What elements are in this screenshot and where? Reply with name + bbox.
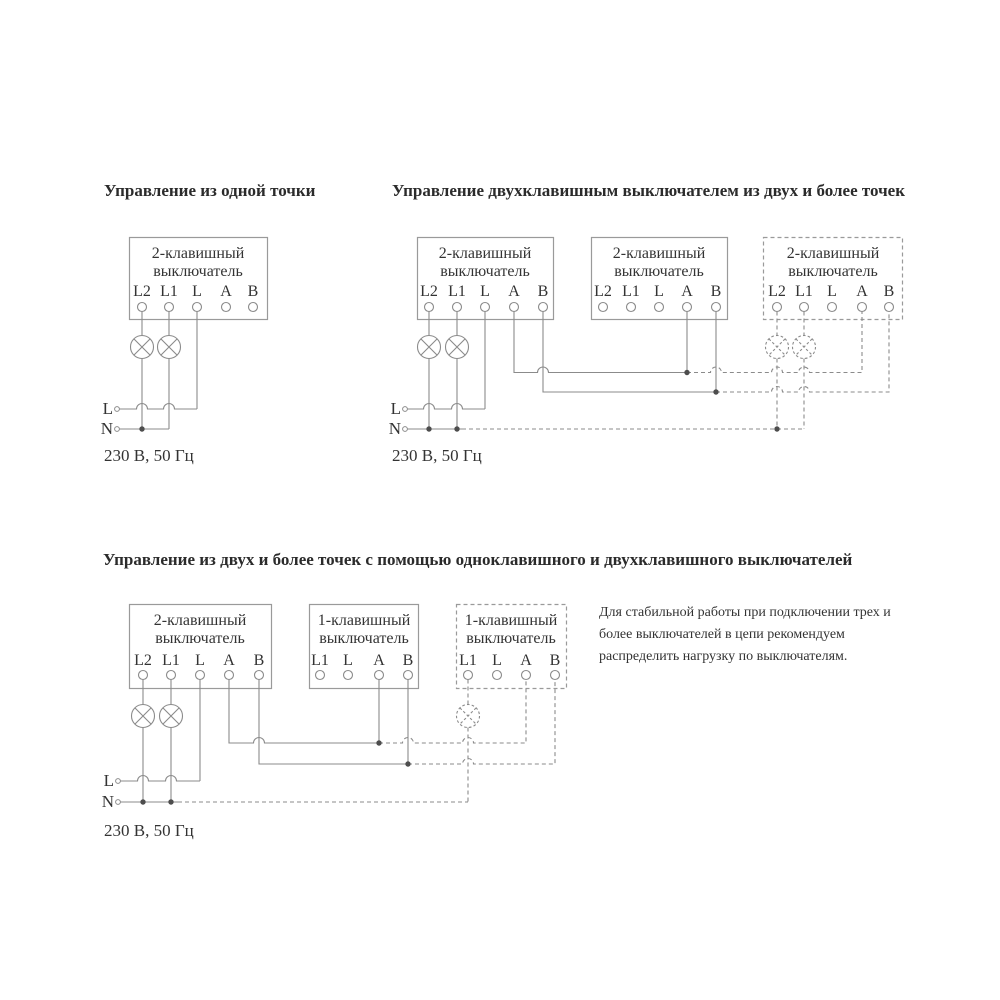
terminal-label: L1 bbox=[622, 283, 640, 300]
terminal-label: A bbox=[373, 652, 385, 669]
switch-label: 2-клавишный bbox=[612, 245, 706, 262]
switch-box bbox=[418, 238, 554, 320]
terminal-label: L1 bbox=[160, 283, 178, 300]
switch-box-dashed bbox=[457, 605, 567, 689]
terminal-circle bbox=[138, 303, 147, 312]
switch-label: 2-клавишный bbox=[438, 245, 532, 262]
bus-a bbox=[514, 312, 687, 373]
diagram-single-point bbox=[101, 181, 316, 465]
lamp-icon bbox=[160, 705, 183, 728]
junction-dot bbox=[376, 740, 381, 745]
terminal-circle bbox=[255, 671, 264, 680]
terminal-circle bbox=[193, 303, 202, 312]
junction-dot bbox=[713, 389, 718, 394]
terminal-circle bbox=[481, 303, 490, 312]
switch-box bbox=[592, 238, 728, 320]
wire bbox=[379, 680, 408, 765]
voltage-label: 230 В, 50 Гц bbox=[104, 446, 194, 465]
lamp-icon bbox=[132, 705, 155, 728]
wire bbox=[429, 312, 485, 430]
terminal-label: A bbox=[220, 283, 232, 300]
neutral-label: N bbox=[388, 419, 401, 438]
diagram1-title: Управление из одной точки bbox=[104, 181, 316, 200]
terminal-label: B bbox=[247, 283, 259, 300]
switch-box bbox=[130, 238, 268, 320]
phase-source-terminal bbox=[116, 779, 121, 784]
terminal-circle bbox=[800, 303, 809, 312]
terminal-circle bbox=[551, 671, 560, 680]
junction-dot bbox=[405, 761, 410, 766]
terminal-label: L bbox=[192, 283, 202, 300]
wire bbox=[142, 312, 197, 430]
lamp-icon bbox=[418, 336, 441, 359]
terminal-label: L bbox=[195, 652, 205, 669]
junction-dot bbox=[139, 426, 144, 431]
phase-line bbox=[408, 404, 486, 409]
lamp-icon-dashed bbox=[457, 705, 480, 728]
terminal-circle bbox=[655, 303, 664, 312]
terminal-label: L2 bbox=[768, 283, 786, 300]
switch-box-dashed bbox=[764, 238, 903, 320]
bus-b-dashed bbox=[408, 680, 555, 765]
terminal-circle bbox=[627, 303, 636, 312]
terminal-label: B bbox=[537, 283, 549, 300]
terminal-label: A bbox=[520, 652, 532, 669]
terminal-circle bbox=[539, 303, 548, 312]
switch-label: 2-клавишный bbox=[786, 245, 880, 262]
neutral-source-terminal bbox=[115, 427, 120, 432]
junction-dot bbox=[774, 426, 779, 431]
switch-label: выключатель bbox=[788, 263, 878, 280]
terminal-circle bbox=[404, 671, 413, 680]
terminal-circle bbox=[522, 671, 531, 680]
terminal-circle bbox=[425, 303, 434, 312]
terminal-label: L2 bbox=[420, 283, 438, 300]
switch-label: 2-клавишный bbox=[151, 245, 245, 262]
phase-source-terminal bbox=[403, 407, 408, 412]
terminal-circle bbox=[858, 303, 867, 312]
wire bbox=[687, 312, 716, 393]
terminal-label: A bbox=[681, 283, 693, 300]
neutral-source-terminal bbox=[116, 800, 121, 805]
junction-dot bbox=[168, 799, 173, 804]
terminal-label: L1 bbox=[795, 283, 813, 300]
terminal-label: A bbox=[856, 283, 868, 300]
neutral-label: N bbox=[101, 792, 114, 811]
wire bbox=[143, 680, 200, 803]
terminal-circle bbox=[510, 303, 519, 312]
neutral-source-terminal bbox=[403, 427, 408, 432]
terminal-label: A bbox=[508, 283, 520, 300]
lamp-icon bbox=[446, 336, 469, 359]
terminal-label: L bbox=[827, 283, 837, 300]
terminal-circle bbox=[249, 303, 258, 312]
diagram2-title: Управление двухклавишным выключателем из двух и более точек bbox=[392, 181, 906, 200]
terminal-circle bbox=[493, 671, 502, 680]
phase-label: L bbox=[390, 399, 401, 418]
stability-note: Для стабильной работы при подключении трех и более выключателей в цепи рекомендуем распределить нагрузку по выключателям. bbox=[599, 605, 891, 664]
terminal-circle bbox=[165, 303, 174, 312]
terminal-label: L1 bbox=[459, 652, 477, 669]
phase-line bbox=[121, 776, 201, 782]
terminal-label: L1 bbox=[162, 652, 180, 669]
switch-label: 1-клавишный bbox=[464, 612, 558, 629]
terminal-circle bbox=[453, 303, 462, 312]
lamp-icon-dashed bbox=[793, 336, 816, 359]
terminal-label: L2 bbox=[594, 283, 612, 300]
bus-b-dashed bbox=[716, 312, 889, 393]
switch-label: выключатель bbox=[614, 263, 704, 280]
switch-label: выключатель bbox=[319, 630, 409, 647]
switch-label: выключатель bbox=[153, 263, 243, 280]
switch-label: выключатель bbox=[155, 630, 245, 647]
junction-dot bbox=[426, 426, 431, 431]
bus-a-dashed bbox=[687, 312, 862, 373]
lamp-icon bbox=[131, 336, 154, 359]
switch-box bbox=[310, 605, 419, 689]
voltage-label: 230 В, 50 Гц bbox=[104, 821, 194, 840]
bus-b bbox=[543, 312, 716, 393]
terminal-label: L bbox=[343, 652, 353, 669]
terminal-label: L2 bbox=[134, 652, 152, 669]
switch-label: выключатель bbox=[440, 263, 530, 280]
terminal-label: L bbox=[492, 652, 502, 669]
terminal-label: L1 bbox=[448, 283, 466, 300]
terminal-circle bbox=[683, 303, 692, 312]
terminal-label: B bbox=[402, 652, 414, 669]
diagram3-title: Управление из двух и более точек с помощью одноклавишного и двухклавишного выключателей bbox=[103, 550, 853, 569]
terminal-circle bbox=[773, 303, 782, 312]
terminal-circle bbox=[712, 303, 721, 312]
terminal-circle bbox=[599, 303, 608, 312]
terminal-label: L2 bbox=[133, 283, 151, 300]
bus-b bbox=[259, 680, 408, 765]
terminal-circle bbox=[167, 671, 176, 680]
switch-label: выключатель bbox=[466, 630, 556, 647]
phase-label: L bbox=[102, 399, 113, 418]
voltage-label: 230 В, 50 Гц bbox=[392, 446, 482, 465]
terminal-circle bbox=[344, 671, 353, 680]
switch-box bbox=[130, 605, 272, 689]
junction-dot bbox=[684, 370, 689, 375]
terminal-label: B bbox=[710, 283, 722, 300]
terminal-label: B bbox=[549, 652, 561, 669]
terminal-circle bbox=[222, 303, 231, 312]
switch-label: 1-клавишный bbox=[317, 612, 411, 629]
neutral-label: N bbox=[100, 419, 113, 438]
lamp-icon-dashed bbox=[766, 336, 789, 359]
terminal-label: L1 bbox=[311, 652, 329, 669]
terminal-label: A bbox=[223, 652, 235, 669]
phase-line bbox=[120, 404, 198, 409]
junction-dot bbox=[140, 799, 145, 804]
diagram-mixed-multipoint bbox=[102, 550, 853, 840]
terminal-label: L bbox=[480, 283, 490, 300]
terminal-circle bbox=[196, 671, 205, 680]
phase-label: L bbox=[103, 771, 114, 790]
terminal-circle bbox=[828, 303, 837, 312]
terminal-circle bbox=[225, 671, 234, 680]
terminal-label: B bbox=[253, 652, 265, 669]
terminal-label: B bbox=[883, 283, 895, 300]
terminal-label: L bbox=[654, 283, 664, 300]
lamp-icon bbox=[158, 336, 181, 359]
junction-dot bbox=[454, 426, 459, 431]
diagram-two-key-multipoint bbox=[389, 181, 905, 465]
terminal-circle bbox=[316, 671, 325, 680]
terminal-circle bbox=[464, 671, 473, 680]
switch-label: 2-клавишный bbox=[153, 612, 247, 629]
terminal-circle bbox=[139, 671, 148, 680]
terminal-circle bbox=[375, 671, 384, 680]
wire-dashed bbox=[777, 312, 804, 430]
phase-source-terminal bbox=[115, 407, 120, 412]
terminal-circle bbox=[885, 303, 894, 312]
